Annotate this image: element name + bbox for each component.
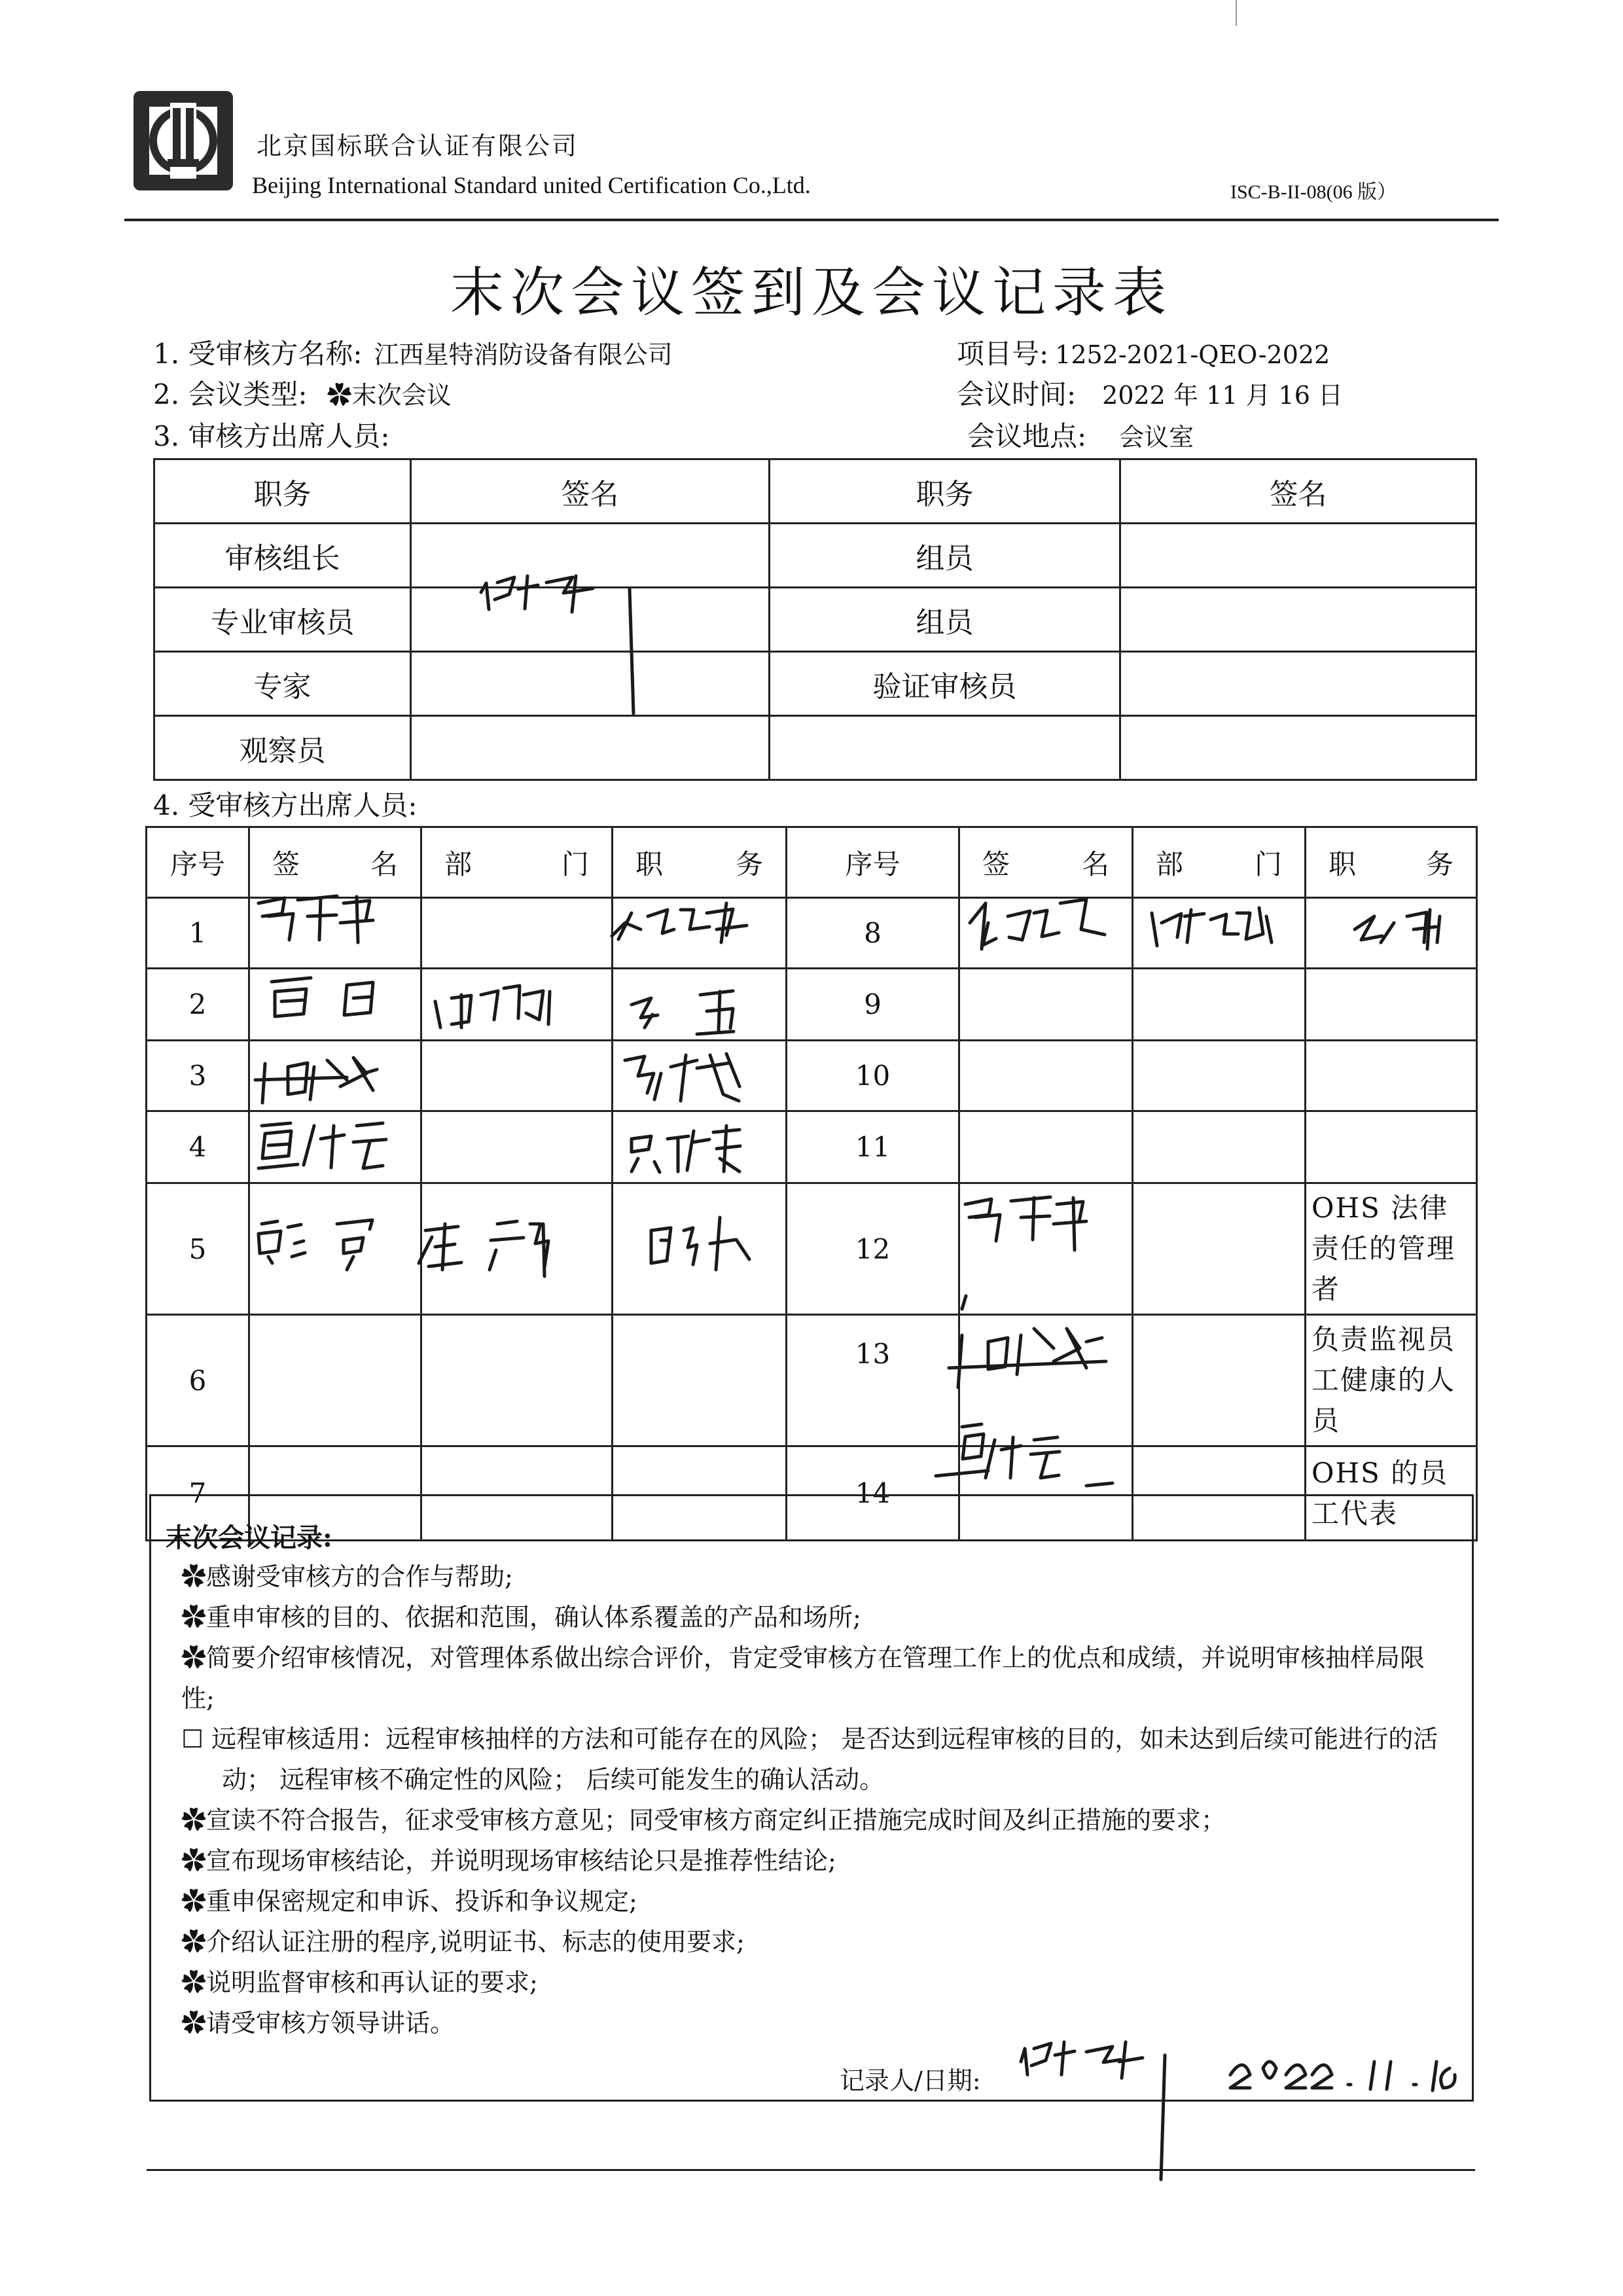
seq-cell: 6 [147, 1315, 249, 1446]
role-cell: 审核组长 [154, 524, 411, 588]
duty-cell[interactable] [613, 969, 787, 1041]
duty-cell[interactable] [613, 1183, 787, 1315]
header-divider [124, 219, 1499, 221]
duty-cell[interactable] [1306, 1041, 1477, 1111]
seq-cell: 5 [147, 1183, 249, 1315]
duty-cell[interactable] [613, 1111, 787, 1183]
sign-cell[interactable] [959, 1315, 1133, 1446]
table-row [147, 1111, 1477, 1183]
seq-cell: 2 [147, 969, 249, 1041]
duty-cell[interactable] [613, 1041, 787, 1111]
role-cell: 观察员 [154, 716, 411, 780]
seq-cell: 1 [147, 898, 249, 969]
meeting-time-row [957, 373, 1343, 412]
meeting-type-row [153, 373, 452, 412]
sign-cell[interactable] [959, 1183, 1133, 1315]
seq-cell: 14 [787, 1446, 959, 1541]
auditee-value: 江西星特消防设备有限公司 [374, 340, 673, 369]
record-item: ✿宣读不符合报告，征求受审核方意见；同受审核方商定纠正措施完成时间及纠正措施的要求； [181, 1806, 1226, 1835]
meeting-place-row [967, 415, 1194, 454]
sign-cell[interactable] [249, 1315, 421, 1446]
table-header-row [147, 827, 1477, 898]
footer-divider [147, 2169, 1475, 2171]
page-title: 末次会议签到及会议记录表 [450, 262, 1173, 324]
header-dept: 部 门 [421, 827, 613, 898]
signature-cell[interactable] [411, 652, 770, 716]
role-cell: 组员 [770, 524, 1120, 588]
recorder-label: 记录人/日期: [840, 2066, 981, 2095]
duty-cell: OHS 法律责任的管理者 [1306, 1183, 1477, 1315]
duty-cell[interactable] [1306, 1111, 1477, 1183]
role-cell: 组员 [770, 588, 1120, 652]
signature-cell[interactable] [411, 524, 770, 588]
table-row [154, 524, 1476, 588]
meeting-type-value: ✿末次会议 [327, 381, 452, 410]
header-seq: 序号 [147, 827, 249, 898]
header-signature: 签名 [1120, 459, 1476, 524]
project-value: 1252-2021-QEO-2022 [1055, 340, 1330, 369]
dept-cell[interactable] [421, 969, 613, 1041]
signature-cell[interactable] [1120, 524, 1476, 588]
dept-cell[interactable] [1133, 1111, 1306, 1183]
header-sign: 签 名 [249, 827, 421, 898]
signature-cell[interactable] [1120, 588, 1476, 652]
dept-cell[interactable] [421, 1183, 613, 1315]
company-name-cn: 北京国标联合认证有限公司 [257, 132, 579, 160]
form-code: ISC-B-II-08(06 版） [1230, 181, 1397, 203]
header-seq: 序号 [787, 827, 959, 898]
header-duty: 职 务 [613, 827, 787, 898]
record-item: ✿重申审核的目的、依据和范围，确认体系覆盖的产品和场所; [181, 1603, 861, 1632]
table-row [147, 1183, 1477, 1315]
record-item: ☐ 远程审核适用：远程审核抽样的方法和可能存在的风险； 是否达到远程审核的目的，如未达到后续可能进行的活动； 远程审核不确定性的风险； 后续可能发生的确认活动。 [181, 1725, 1438, 1794]
table-row [147, 1315, 1477, 1446]
duty-cell[interactable] [613, 1315, 787, 1446]
table-header-row [154, 459, 1476, 524]
record-item: ✿说明监督审核和再认证的要求; [181, 1968, 538, 1997]
meeting-time-value: 2022 年 11 月 16 日 [1102, 381, 1343, 410]
sign-cell[interactable] [249, 1041, 421, 1111]
dept-cell[interactable] [421, 1041, 613, 1111]
audit-team-table [153, 458, 1477, 781]
record-item: ✿简要介绍审核情况，对管理体系做出综合评价，肯定受审核方在管理工作上的优点和成绩，并说明审核抽样局限性; [181, 1643, 1425, 1713]
signature-cell[interactable] [1120, 716, 1476, 780]
table-row [154, 652, 1476, 716]
seq-cell: 4 [147, 1111, 249, 1183]
table-row [147, 969, 1477, 1041]
role-cell: 专家 [154, 652, 411, 716]
dept-cell[interactable] [421, 1111, 613, 1183]
project-label: 项目号: [957, 338, 1049, 370]
role-cell: 专业审核员 [154, 588, 411, 652]
header-signature: 签名 [411, 459, 770, 524]
duty-cell[interactable] [1306, 898, 1477, 969]
attendee-table [145, 826, 1478, 1541]
table-row [147, 898, 1477, 969]
table-row [147, 1041, 1477, 1111]
record-item: ✿感谢受审核方的合作与帮助; [181, 1562, 513, 1591]
header-sign: 签 名 [959, 827, 1133, 898]
dept-cell[interactable] [1133, 1183, 1306, 1315]
sign-cell[interactable] [959, 898, 1133, 969]
meeting-place-value: 会议室 [1119, 423, 1194, 452]
record-item: ✿请受审核方领导讲话。 [181, 2009, 455, 2037]
company-name-en: Beijing International Standard united Certification Co.,Ltd. [252, 172, 811, 198]
dept-cell[interactable] [1133, 969, 1306, 1041]
project-row [957, 332, 1330, 372]
seq-cell: 7 [147, 1446, 249, 1541]
record-item: ✿重申保密规定和申诉、投诉和争议规定; [181, 1887, 637, 1916]
meeting-type-label: 2. 会议类型: [153, 378, 308, 410]
role-cell: 验证审核员 [770, 652, 1120, 716]
signature-cell[interactable] [411, 588, 770, 652]
header-role: 职务 [770, 459, 1120, 524]
seq-cell: 13 [787, 1315, 959, 1446]
duty-cell[interactable] [1306, 969, 1477, 1041]
meeting-records-box [149, 1494, 1474, 2102]
meeting-time-label: 会议时间: [957, 378, 1077, 410]
record-item: ✿宣布现场审核结论，并说明现场审核结论只是推荐性结论; [181, 1846, 836, 1875]
auditee-attendees-label: 4. 受审核方出席人员: [153, 789, 418, 821]
header-duty: 职 务 [1306, 827, 1477, 898]
dept-cell[interactable] [421, 898, 613, 969]
header-dept: 部 门 [1133, 827, 1306, 898]
header-role: 职务 [154, 459, 411, 524]
record-item: ✿介绍认证注册的程序,说明证书、标志的使用要求; [181, 1928, 745, 1956]
seq-cell: 11 [787, 1111, 959, 1183]
signature-cell[interactable] [411, 716, 770, 780]
dept-cell[interactable] [1133, 1315, 1306, 1446]
top-margin-mark [1236, 0, 1237, 26]
dept-cell[interactable] [1133, 1041, 1306, 1111]
dept-cell[interactable] [1133, 898, 1306, 969]
auditee-name-row [153, 332, 673, 372]
sign-cell[interactable] [249, 1183, 421, 1315]
duty-cell: OHS 的员工代表 [1306, 1446, 1477, 1541]
sign-cell[interactable] [959, 1041, 1133, 1111]
sign-cell[interactable] [249, 1111, 421, 1183]
meeting-place-label: 会议地点: [967, 420, 1087, 452]
sign-cell[interactable] [249, 969, 421, 1041]
duty-cell: 负责监视员工健康的人员 [1306, 1315, 1477, 1446]
auditee-label: 1. 受审核方名称: [153, 338, 363, 370]
seq-cell: 10 [787, 1041, 959, 1111]
sign-cell[interactable] [249, 898, 421, 969]
duty-cell[interactable] [613, 898, 787, 969]
table-row [154, 588, 1476, 652]
seq-cell: 9 [787, 969, 959, 1041]
company-logo [131, 88, 236, 193]
seq-cell: 8 [787, 898, 959, 969]
role-cell [770, 716, 1120, 780]
sign-cell[interactable] [959, 1111, 1133, 1183]
seq-cell: 3 [147, 1041, 249, 1111]
seq-cell: 12 [787, 1183, 959, 1315]
table-row [154, 716, 1476, 780]
signature-cell[interactable] [1120, 652, 1476, 716]
records-heading: 末次会议记录: [166, 1522, 332, 1553]
dept-cell[interactable] [421, 1315, 613, 1446]
audit-attendees-label: 3. 审核方出席人员: [153, 420, 390, 452]
sign-cell[interactable] [959, 969, 1133, 1041]
